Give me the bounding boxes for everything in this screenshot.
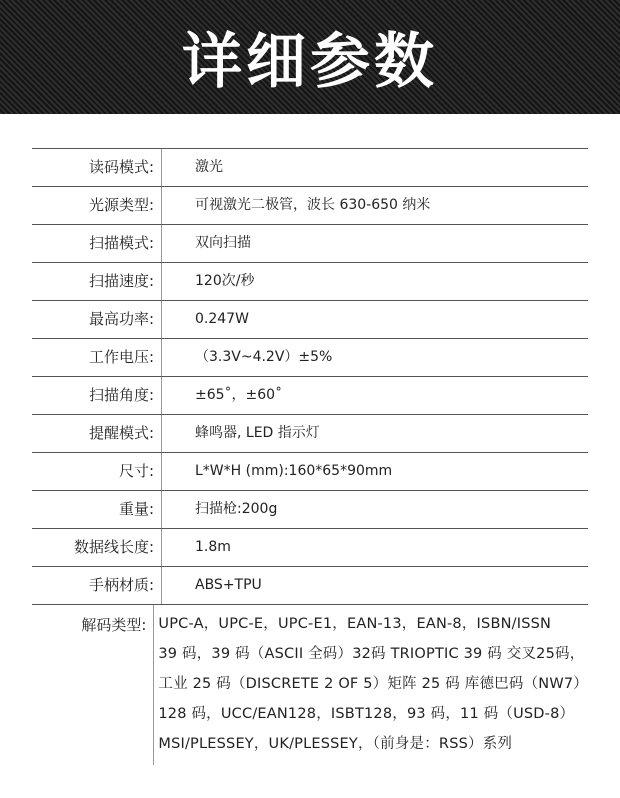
spec-label: 数据线长度: — [32, 529, 162, 566]
spec-row — [32, 377, 588, 415]
spec-row — [32, 339, 588, 377]
page-title: 详细参数 — [182, 27, 438, 97]
spec-label: 尺寸: — [32, 453, 162, 490]
spec-row — [32, 453, 588, 491]
spec-label: 扫描速度: — [32, 263, 162, 300]
spec-value: L*W*H (mm):160*65*90mm — [195, 463, 393, 479]
decode-line: 39 码，39 码（ASCII 全码）32码 TRIOPTIC 39 码 交叉25码， — [158, 646, 585, 662]
spec-value: 可视激光二极管，波长 630-650 纳米 — [195, 197, 431, 213]
spec-value: （3.3V~4.2V）±5% — [195, 349, 333, 365]
spec-label: 解码类型: — [32, 605, 154, 765]
spec-row — [32, 149, 588, 187]
spec-label: 手柄材质: — [32, 567, 162, 604]
spec-value: 蜂鸣器, LED 指示灯 — [195, 425, 320, 441]
spec-value: 1.8m — [195, 539, 231, 555]
spec-label: 读码模式: — [32, 149, 162, 186]
spec-label: 重量: — [32, 491, 162, 528]
spec-value: ±65˚，±60˚ — [195, 387, 283, 403]
spec-row — [32, 263, 588, 301]
spec-row — [32, 415, 588, 453]
decode-line: 128 码，UCC/EAN128，ISBT128，93 码，11 码（USD-8） — [158, 706, 575, 722]
spec-label: 最高功率: — [32, 301, 162, 338]
decode-line: UPC-A，UPC-E，UPC-E1，EAN-13，EAN-8，ISBN/ISSN — [158, 616, 552, 632]
spec-label: 工作电压: — [32, 339, 162, 376]
spec-value: 激光 — [195, 159, 223, 175]
spec-value: 0.247W — [195, 311, 249, 327]
header-banner — [0, 0, 620, 114]
spec-value: 扫描枪:200g — [195, 501, 278, 517]
spec-value: 120次/秒 — [195, 273, 255, 289]
spec-label: 扫描角度: — [32, 377, 162, 414]
spec-row — [32, 529, 588, 567]
decode-types — [154, 605, 588, 765]
spec-value: 双向扫描 — [195, 235, 251, 251]
spec-label: 扫描模式: — [32, 225, 162, 262]
spec-label: 光源类型: — [32, 187, 162, 224]
spec-row — [32, 567, 588, 605]
spec-value: ABS+TPU — [195, 577, 262, 593]
spec-row — [32, 301, 588, 339]
decode-line: MSI/PLESSEY，UK/PLESSEY，（前身是：RSS）系列 — [158, 736, 513, 752]
spec-table — [32, 148, 588, 765]
spec-row — [32, 187, 588, 225]
spec-row — [32, 225, 588, 263]
spec-label: 提醒模式: — [32, 415, 162, 452]
spec-row — [32, 491, 588, 529]
decode-line: 工业 25 码（DISCRETE 2 OF 5）矩阵 25 码 库德巴码（NW7） — [158, 676, 588, 692]
spec-row-decode — [32, 605, 588, 765]
